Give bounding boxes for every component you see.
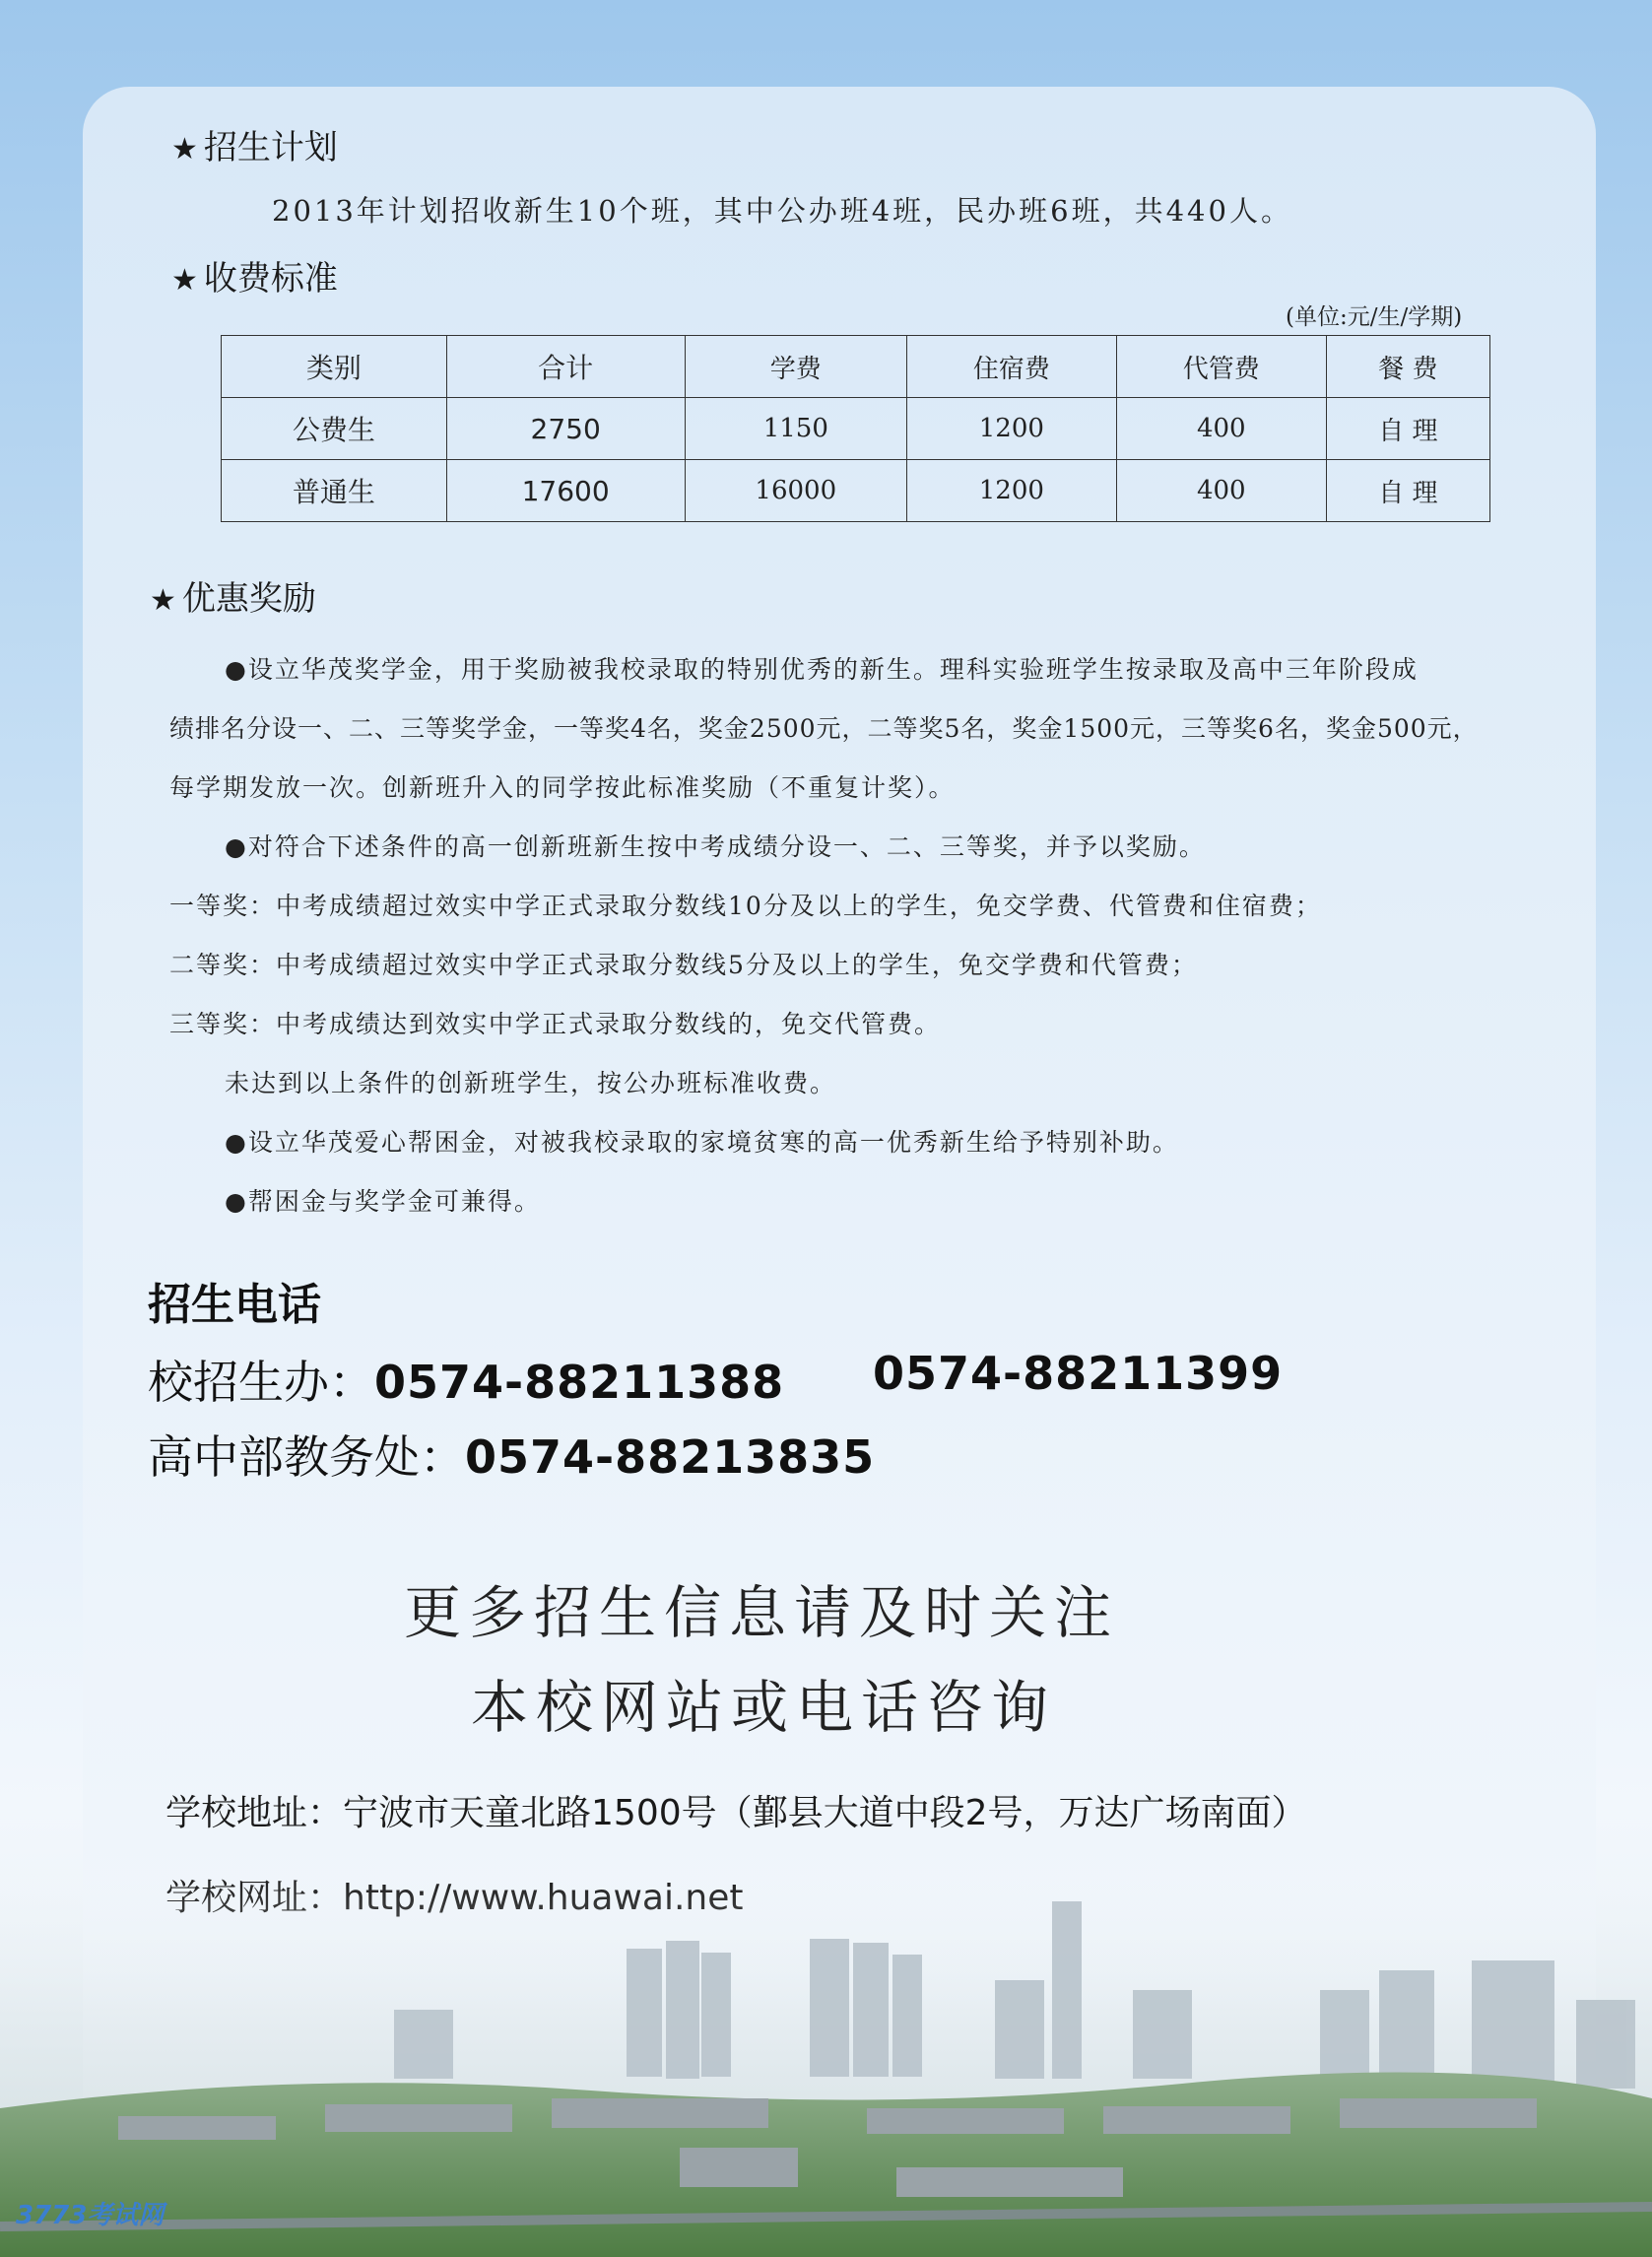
rewards-line: ●设立华茂爱心帮困金，对被我校录取的家境贫寒的高一优秀新生给予特别补助。 bbox=[225, 1128, 1179, 1157]
rewards-heading-text: 优惠奖励 bbox=[181, 579, 316, 619]
rewards-line: 绩排名分设一、二、三等奖学金，一等奖4名，奖金2500元，二等奖5名，奖金1500元，三等奖6名，奖金500元， bbox=[169, 714, 1479, 743]
table-cell: 自 理 bbox=[1326, 460, 1489, 522]
address-line bbox=[165, 1785, 1307, 1835]
table-cell: 自 理 bbox=[1326, 398, 1489, 460]
plan-heading-text: 招生计划 bbox=[203, 128, 338, 167]
fees-heading bbox=[171, 251, 338, 299]
office-phone-2: 0574-88211399 bbox=[873, 1347, 1284, 1400]
table-cell: 1200 bbox=[906, 398, 1116, 460]
fees-heading-text: 收费标准 bbox=[203, 259, 338, 299]
fees-unit: (单位:元/生/学期) bbox=[1286, 304, 1463, 330]
watermark-logo: 3773考试网 bbox=[16, 2201, 165, 2230]
office-label: 校招生办： bbox=[148, 1356, 374, 1409]
plan-text: 2013年计划招收新生10个班，其中公办班4班，民办班6班，共440人。 bbox=[272, 194, 1292, 228]
rewards-line: 一等奖：中考成绩超过效实中学正式录取分数线10分及以上的学生，免交学费、代管费和住宿费； bbox=[169, 892, 1322, 920]
fees-header-row bbox=[222, 336, 1490, 398]
fees-header-cell: 合计 bbox=[446, 336, 685, 398]
contact-title: 招生电话 bbox=[148, 1280, 321, 1330]
star-icon: ★ bbox=[150, 583, 176, 618]
table-cell: 1150 bbox=[685, 398, 906, 460]
rewards-line: 未达到以上条件的创新班学生，按公办班标准收费。 bbox=[225, 1069, 837, 1097]
fees-table bbox=[221, 335, 1490, 522]
rewards-line: ●对符合下述条件的高一创新班新生按中考成绩分设一、二、三等奖，并予以奖励。 bbox=[225, 832, 1206, 861]
fees-header-cell: 类别 bbox=[222, 336, 447, 398]
fees-header-cell: 代管费 bbox=[1116, 336, 1326, 398]
slogan-line-1: 更多招生信息请及时关注 bbox=[404, 1579, 1120, 1646]
star-icon: ★ bbox=[171, 132, 198, 166]
rewards-heading bbox=[150, 571, 316, 620]
address-label: 学校地址： bbox=[165, 1793, 344, 1833]
rewards-line: 二等奖：中考成绩超过效实中学正式录取分数线5分及以上的学生，免交学费和代管费； bbox=[169, 951, 1198, 979]
dept-phone-line bbox=[148, 1422, 875, 1487]
slogan-line-2: 本校网站或电话咨询 bbox=[471, 1674, 1057, 1741]
table-cell: 17600 bbox=[446, 460, 685, 522]
rewards-line: 每学期发放一次。创新班升入的同学按此标准奖励（不重复计奖）。 bbox=[169, 773, 956, 802]
table-cell: 1200 bbox=[906, 460, 1116, 522]
rewards-line: 三等奖：中考成绩达到效实中学正式录取分数线的，免交代管费。 bbox=[169, 1010, 942, 1038]
plan-heading bbox=[171, 120, 338, 168]
dept-label: 高中部教务处： bbox=[148, 1430, 465, 1484]
table-cell: 16000 bbox=[685, 460, 906, 522]
dept-phone: 0574-88213835 bbox=[465, 1430, 876, 1484]
table-cell: 400 bbox=[1116, 398, 1326, 460]
office-phone-1: 0574-88211388 bbox=[374, 1356, 785, 1409]
fees-header-cell: 住宿费 bbox=[906, 336, 1116, 398]
fees-header-cell: 学费 bbox=[685, 336, 906, 398]
table-cell: 400 bbox=[1116, 460, 1326, 522]
office-phone-line bbox=[148, 1347, 784, 1412]
table-row bbox=[222, 398, 1490, 460]
table-cell: 公费生 bbox=[222, 398, 447, 460]
city-skyline-image bbox=[0, 1872, 1652, 2257]
rewards-line: ●帮困金与奖学金可兼得。 bbox=[225, 1187, 541, 1216]
office-phone-2-line bbox=[873, 1347, 1283, 1400]
fees-header-cell: 餐 费 bbox=[1326, 336, 1489, 398]
table-row bbox=[222, 460, 1490, 522]
address-value: 宁波市天童北路1500号（鄞县大道中段2号，万达广场南面） bbox=[343, 1793, 1307, 1833]
table-cell: 普通生 bbox=[222, 460, 447, 522]
star-icon: ★ bbox=[171, 263, 198, 298]
rewards-line: ●设立华茂奖学金，用于奖励被我校录取的特别优秀的新生。理科实验班学生按录取及高中三年阶段成 bbox=[225, 655, 1419, 684]
table-cell: 2750 bbox=[446, 398, 685, 460]
